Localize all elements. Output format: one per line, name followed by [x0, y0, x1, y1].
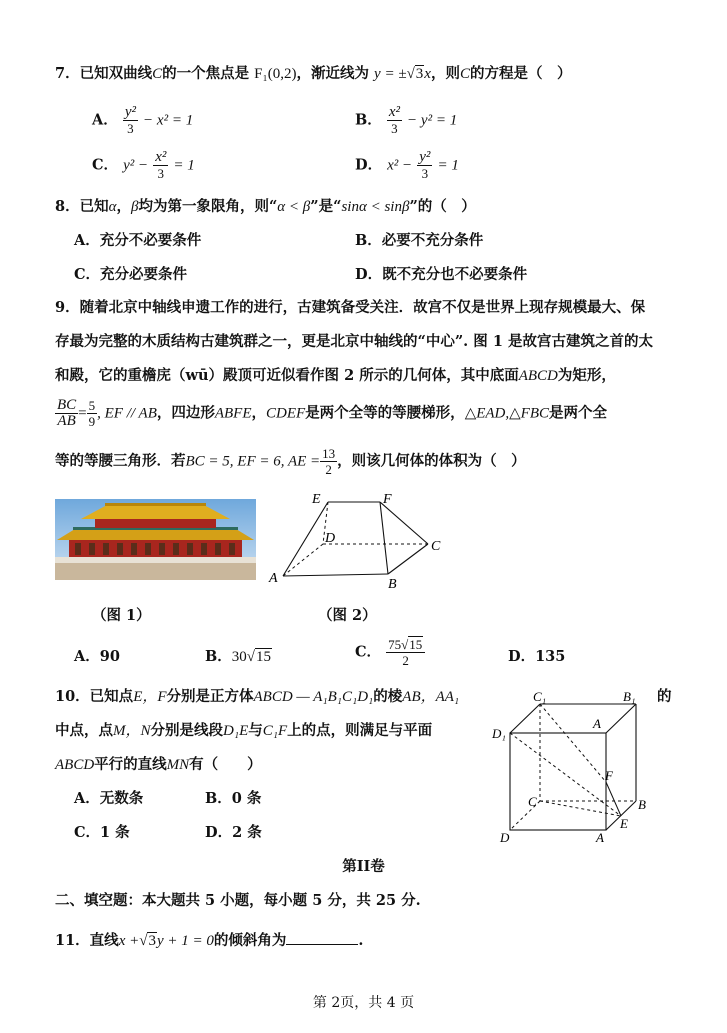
- q8-option-b[interactable]: B．必要不充分条件: [355, 232, 484, 249]
- q8-option-c[interactable]: C．充分必要条件: [74, 266, 188, 283]
- q10-line-1-end: 的: [657, 688, 672, 705]
- q9-line-1: 9．随着北京中轴线申遗工作的进行，古建筑备受关注．故宫不仅是世界上现存规模最大、保: [55, 299, 646, 316]
- q9-line-5: 等的等腰三角形．若BC = 5, EF = 6, AE = $\frac{13}{2}$ ，则该几何体的体积为（ ）: [55, 446, 526, 477]
- q7-focus: F₁(0,2): [254, 66, 297, 82]
- figure-2-caption: （图 2）: [318, 607, 377, 624]
- figure-1-caption: （图 1）: [92, 607, 151, 624]
- cube-label-c1: C₁: [533, 690, 547, 704]
- fig2-label-e: E: [312, 492, 321, 507]
- cube-label-d1: D₁: [492, 726, 506, 741]
- q10-line-3: ABCD平行的直线MN有（ ）: [55, 756, 262, 773]
- cube-label-e: E: [620, 816, 628, 831]
- q7-option-c[interactable]: C． y² − $\frac{\text{x²}}{3}$ = 1: [92, 149, 195, 181]
- q9-line-3: 和殿，它的重檐庑（wū）殿顶可近似看作图 2 所示的几何体，其中底面ABCD为矩形，: [55, 367, 616, 384]
- q8-option-a[interactable]: A．充分不必要条件: [74, 232, 202, 249]
- cube-label-f: F: [605, 768, 613, 783]
- q7-option-a[interactable]: A． $\frac{\text{y²}}{3}$ − x² = 1: [92, 104, 194, 136]
- section-title: 第II卷: [342, 858, 385, 875]
- cube-label-a1: A: [593, 716, 601, 731]
- q9-option-c[interactable]: C． $\frac{75√15}{2}$: [355, 637, 425, 668]
- q10-option-b[interactable]: B．0 条: [205, 790, 262, 807]
- q9-option-b[interactable]: B．30√15: [205, 648, 271, 665]
- taihe-hall-photo: [55, 499, 256, 580]
- fig2-label-f: F: [383, 492, 392, 507]
- fig2-label-c: C: [431, 539, 441, 554]
- cube-label-d: D: [500, 830, 510, 845]
- cube-label-b: B: [638, 797, 646, 812]
- fig2-label-d: D: [325, 531, 336, 546]
- q11-stem: 11．直线x +√3y + 1 = 0的倾斜角为 .: [55, 932, 364, 949]
- q8-option-d[interactable]: D．既不充分也不必要条件: [355, 266, 528, 283]
- section-heading: 二、填空题：本大题共 5 小题，每小题 5 分，共 25 分.: [55, 892, 421, 909]
- q7-stem: 7．已知双曲线C的一个焦点是 F₁(0,2)，渐近线为 y = ±√3x，则C的方程是（ ）: [55, 65, 572, 82]
- figure-2-solid: [268, 490, 448, 590]
- cube-label-a: A: [596, 830, 604, 845]
- cube-label-c: C: [528, 794, 537, 809]
- q8-stem: 8．已知α，β均为第一象限角，则“α < β”是“sinα < sinβ”的（ ）: [55, 198, 476, 215]
- q10-option-d[interactable]: D．2 条: [205, 824, 262, 841]
- cube-label-b1: B₁: [623, 690, 636, 704]
- q7-option-b[interactable]: B． $\frac{\text{x²}}{3}$ − y² = 1: [355, 104, 458, 136]
- cube-figure: [488, 690, 653, 845]
- q9-option-a[interactable]: A．90: [74, 648, 120, 665]
- q10-line-2: 中点，点M，N分别是线段D₁E与C₁F上的点，则满足与平面: [55, 722, 433, 739]
- q7-option-d[interactable]: D． x² − $\frac{\text{y²}}{3}$ = 1: [355, 149, 459, 181]
- q9-option-d[interactable]: D．135: [508, 648, 566, 665]
- page-footer: 第 2页，共 4 页: [312, 995, 415, 1011]
- q10-option-c[interactable]: C．1 条: [74, 824, 130, 841]
- q9-line-4: $\frac{BC}{AB}$ = $\frac{5}{9}$ , EF // AB，四边形ABFE，CDEF是两个全等的等腰梯形，△EAD,△FBC是两个全: [57, 397, 607, 429]
- fig2-label-a: A: [269, 571, 278, 586]
- fig2-label-b: B: [388, 577, 397, 590]
- q10-option-a[interactable]: A．无数条: [74, 790, 144, 807]
- q10-line-1: 10．已知点E，F分别是正方体ABCD — A₁B₁C₁D₁的棱AB，AA₁: [55, 688, 460, 705]
- q9-line-2: 存最为完整的木质结构古建筑群之一，更是北京中轴线的“中心”. 图 1 是故宫古建筑之首的太: [55, 333, 653, 350]
- q11-answer-blank[interactable]: [286, 930, 358, 945]
